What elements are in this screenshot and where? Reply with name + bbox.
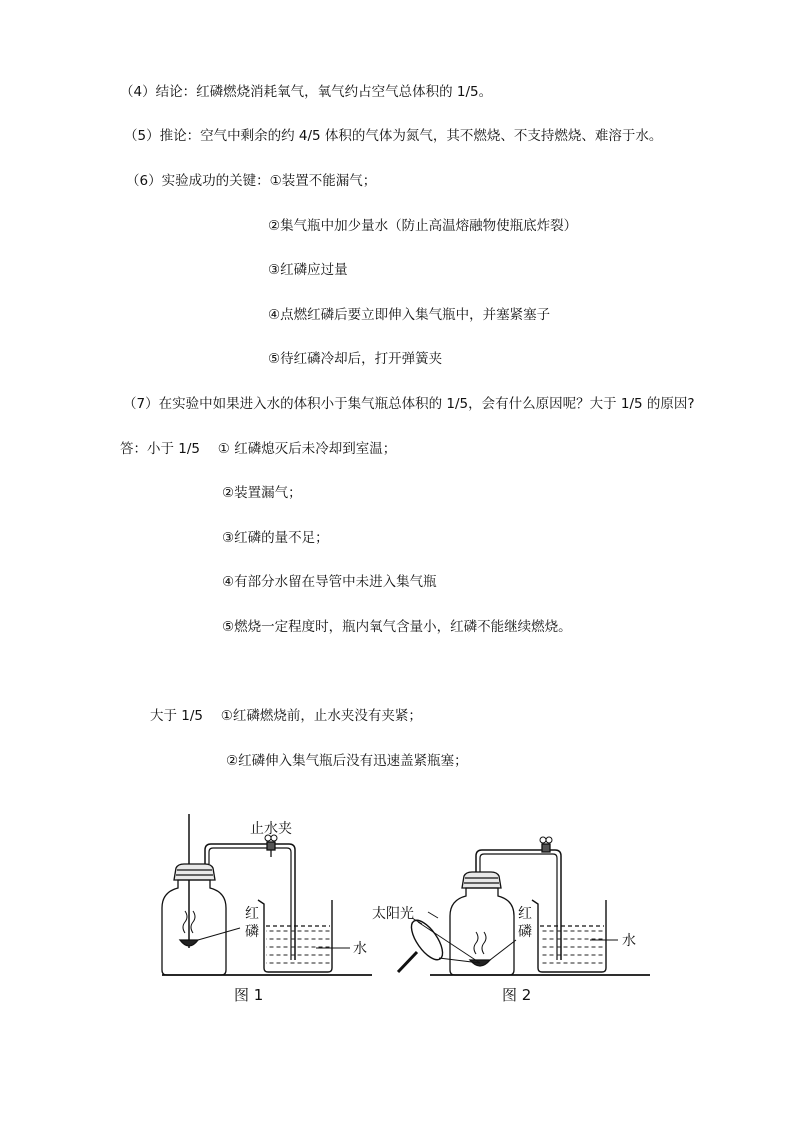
water-clamp-icon: [265, 835, 277, 857]
answer-less-item-3: ③红磷的量不足；: [222, 530, 329, 546]
sunlight-label: 太阳光: [372, 906, 414, 922]
caption-figure-1: 图 1: [234, 986, 264, 1004]
answer-less-line: 答：小于 1/5 ① 红磷熄灭后未冷却到室温；: [120, 441, 397, 457]
success-key-item-3: ③红磷应过量: [268, 262, 348, 278]
answer-more-line: 大于 1/5 ①红磷燃烧前，止水夹没有夹紧；: [150, 708, 422, 724]
water-label-2: 水: [622, 933, 636, 949]
answer-less-item-4: ④有部分水留在导管中未进入集气瓶: [222, 574, 437, 590]
phosphorus-label-1: 红: [245, 906, 259, 922]
success-key-item-2: ②集气瓶中加少量水（防止高温熔融物使瓶底炸裂）: [268, 218, 578, 234]
water-clamp-icon: [540, 837, 552, 852]
phosphorus-label-3: 红: [518, 906, 532, 922]
inference-line: （5）推论：空气中剩余的约 4/5 体积的气体为氮气，其不燃烧、不支持燃烧、难溶于水。: [124, 128, 663, 144]
phosphorus-label-4: 磷: [518, 924, 532, 940]
answer-less-item-2: ②装置漏气；: [222, 485, 302, 501]
success-key-line: （6）实验成功的关键：①装置不能漏气；: [126, 173, 377, 189]
experiment-figure: [150, 800, 660, 1019]
success-key-item-5: ⑤待红磷冷却后，打开弹簧夹: [268, 351, 443, 367]
success-key-item-4: ④点燃红磷后要立即伸入集气瓶中，并塞紧塞子: [268, 307, 551, 323]
figure-1-apparatus: [162, 814, 372, 975]
question-line: （7）在实验中如果进入水的体积小于集气瓶总体积的 1/5，会有什么原因呢？大于 1/5 的原因?: [123, 396, 695, 412]
answer-more-item-2: ②红磷伸入集气瓶后没有迅速盖紧瓶塞；: [226, 753, 468, 769]
answer-less-item-5: ⑤燃烧一定程度时，瓶内氧气含量小，红磷不能继续燃烧。: [222, 619, 572, 635]
phosphorus-label-2: 磷: [245, 924, 259, 940]
clamp-label: 止水夹: [250, 821, 292, 837]
caption-figure-2: 图 2: [502, 986, 532, 1004]
water-label-1: 水: [353, 941, 367, 957]
conclusion-line: （4）结论：红磷燃烧消耗氧气，氧气约占空气总体积的 1/5。: [120, 84, 493, 100]
